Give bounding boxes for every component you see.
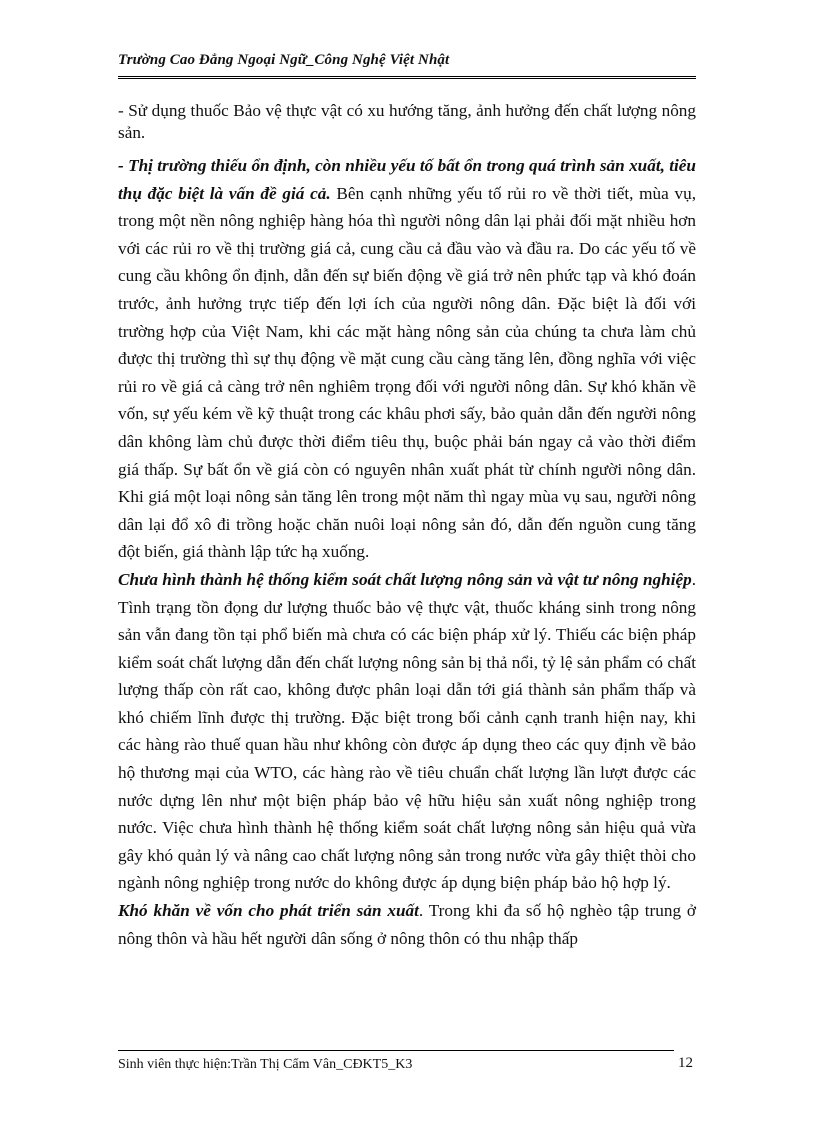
page-header: Trường Cao Đẳng Ngoại Ngữ_Công Nghệ Việt Nhật bbox=[118, 52, 450, 68]
heading-market-instability: - Thị trường thiếu ổn định, còn nhiều yếu tố bất ổn trong quá trình sản xuất, tiêu thụ đặc biệt là vấn đề giá cả. bbox=[118, 156, 696, 203]
footer-rule bbox=[118, 1050, 674, 1051]
heading-capital: Khó khăn về vốn cho phát triển sản xuất bbox=[118, 901, 419, 921]
footer-author: Sinh viên thực hiện:Trần Thị Cẩm Vân_CĐKT5_K3 bbox=[118, 1057, 413, 1072]
paragraph-quality-text: . Tình trạng tồn đọng dư lượng thuốc bảo vệ thực vật, thuốc kháng sinh trong nông sản vẫn đang tồn tại phổ biến mà chưa có các biện pháp xử lý. Thiếu các biện pháp kiểm soát chất lượng dẫn đến chất lượng nông sản bị thả nổi, tỷ lệ sản phẩm có chất lượng thấp còn rất cao, không được phân loại dẫn tới giá thành sản phẩm thấp và khó chiếm lĩnh được thị trường. Đặc biệt trong bối cảnh cạnh tranh hiện nay, khi các hàng rào thuế quan hầu như không còn được áp dụng theo các quy định về bảo hộ thương mại của WTO, các hàng rào về tiêu chuẩn chất lượng lần lượt được các nước dựng lên như một biện pháp bảo vệ hữu hiệu sản xuất nông nghiệp trong nước. Việc chưa hình thành hệ thống kiểm soát chất lượng nông sản hiệu quả vừa gây khó quản lý và nâng cao chất lượng nông sản trong nước vừa gây thiệt thòi cho ngành nông nghiệp trong nước do không được áp dụng biện pháp bảo hộ hợp lý. bbox=[118, 569, 696, 893]
heading-quality-control: Chưa hình thành hệ thống kiểm soát chất lượng nông sản và vật tư nông nghiệp bbox=[118, 569, 692, 589]
document-body bbox=[118, 100, 696, 952]
paragraph-capital bbox=[118, 897, 696, 952]
paragraph-capital-text: . Trong khi đa số hộ nghèo tập trung ở nông thôn và hầu hết người dân sống ở nông thôn có thu nhập thấp bbox=[118, 901, 696, 948]
paragraph-market bbox=[118, 152, 696, 566]
paragraph-quality bbox=[118, 566, 696, 897]
paragraph-market-text: Bên cạnh những yếu tố rủi ro về thời tiết, mùa vụ, trong một nền nông nghiệp hàng hóa thì người nông dân lại phải đối mặt nhiều hơn với các rủi ro về thị trường giá cả, cung cầu cả đầu vào và đầu ra. Do các yếu tố về cung cầu không ổn định, dẫn đến sự biến động về giá trở nên phức tạp và khó đoán trước, ảnh hưởng trực tiếp đến lợi ích của người nông dân. Đặc biệt là đối với trường hợp của Việt Nam, khi các mặt hàng nông sản của chúng ta chưa làm chủ được thị trường thì sự thụ động về mặt cung cầu càng tăng lên, đồng nghĩa với việc rủi ro về giá cả càng trở nên nghiêm trọng đối với người nông dân. Sự khó khăn về vốn, sự yếu kém về kỹ thuật trong các khâu phơi sấy, bảo quản dẫn đến người nông dân không làm chủ được thời điểm tiêu thụ, buộc phải bán ngay cả vào thời điểm giá thấp. Sự bất ổn về giá còn có nguyên nhân xuất phát từ chính người nông dân. Khi giá một loại nông sản tăng lên trong một năm thì ngay mùa vụ sau, người nông dân lại đổ xô đi trồng hoặc chăn nuôi loại nông sản đó, dẫn đến nguồn cung tăng đột biến, giá thành lập tức hạ xuống. bbox=[118, 183, 696, 562]
page-number: 12 bbox=[678, 1055, 693, 1071]
paragraph-pesticide: - Sử dụng thuốc Bảo vệ thực vật có xu hướng tăng, ảnh hưởng đến chất lượng nông sản. bbox=[118, 101, 696, 142]
header-rule bbox=[118, 76, 696, 79]
